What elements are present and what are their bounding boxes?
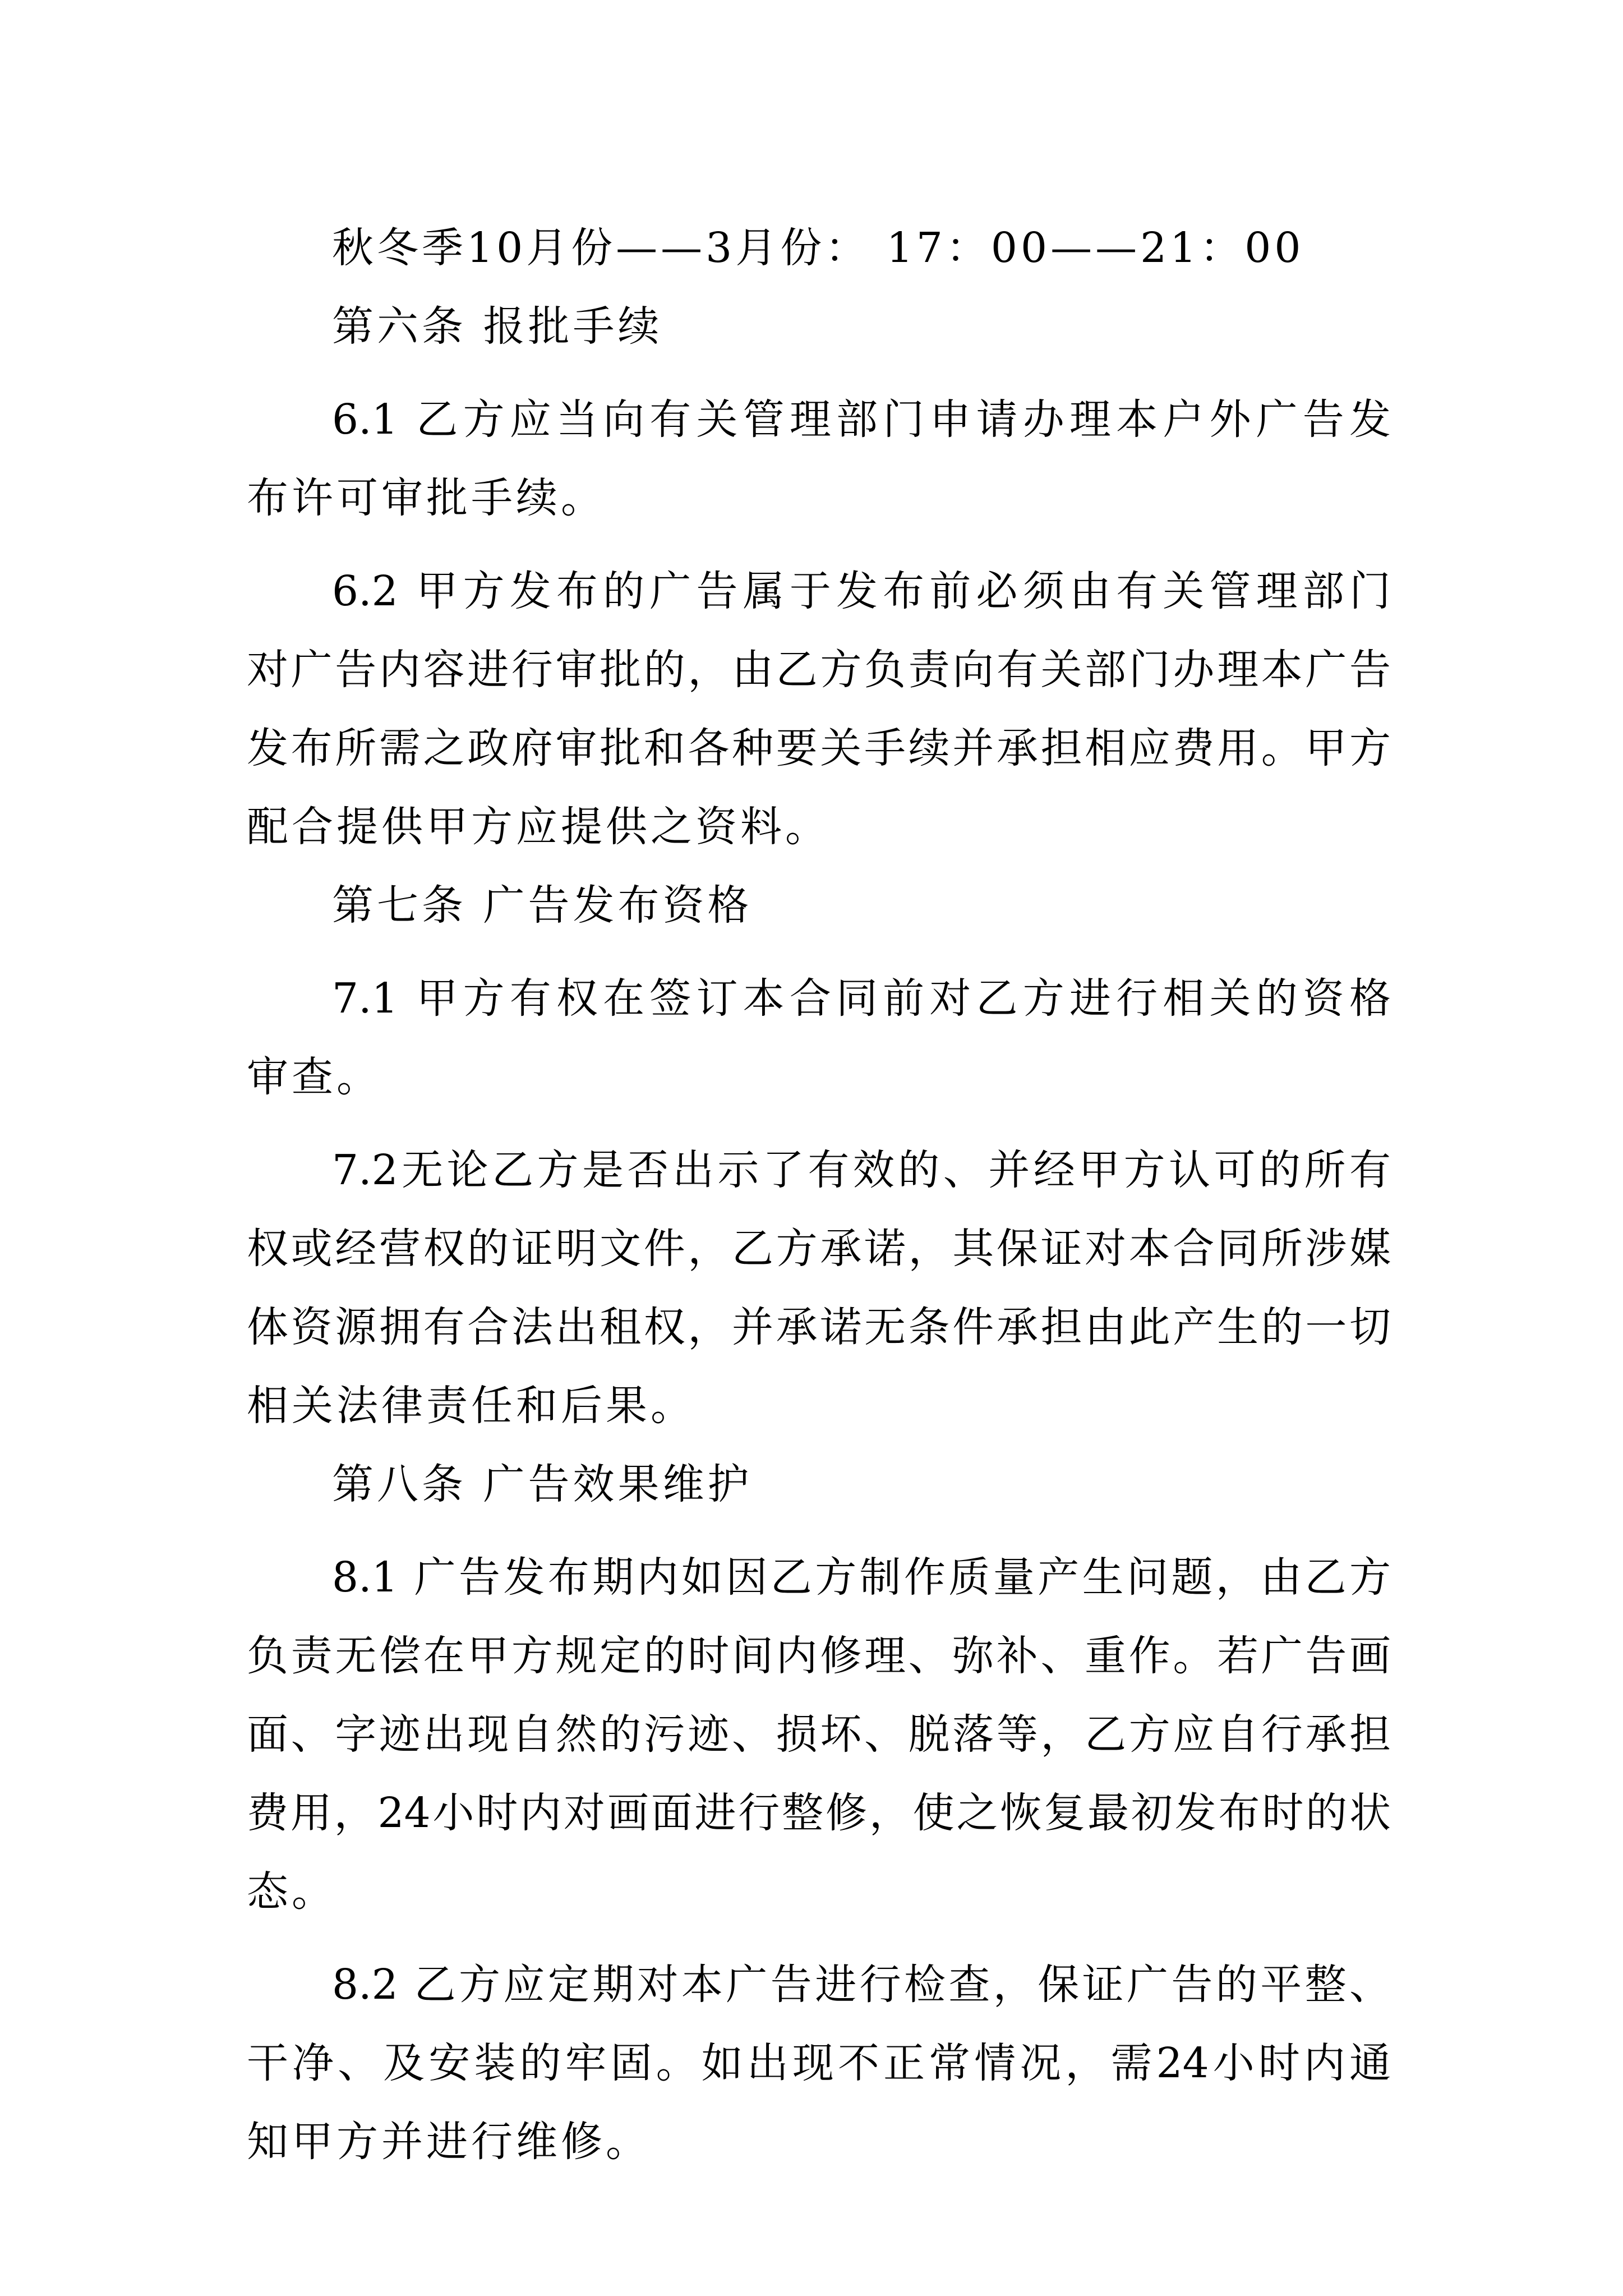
paragraph-7-2 — [247, 1131, 1391, 1445]
text-line: 费用，24小时内对画面进行整修，使之恢复最初发布时的状 — [247, 1789, 1391, 1837]
text-line: 干净、及安装的牢固。如出现不正常情况，需24小时内通 — [247, 2039, 1391, 2087]
text-line: 负责无偿在甲方规定的时间内修理、弥补、重作。若广告画 — [247, 1632, 1391, 1680]
article-6-heading — [247, 287, 1391, 366]
text-line: 8.1 广告发布期内如因乙方制作质量产生问题，由乙方 — [332, 1553, 1391, 1602]
paragraph-8-1 — [247, 1538, 1391, 1931]
text-line: 体资源拥有合法出租权，并承诺无条件承担由此产生的一切 — [247, 1303, 1391, 1351]
text-line: 第七条 广告发布资格 — [332, 881, 753, 930]
article-8-heading — [247, 1445, 1391, 1524]
text-line: 审查。 — [247, 1053, 381, 1101]
text-line: 6.2 甲方发布的广告属于发布前必须由有关管理部门 — [332, 567, 1391, 615]
text-line: 7.1 甲方有权在签订本合同前对乙方进行相关的资格 — [332, 974, 1391, 1023]
text-line: 发布所需之政府审批和各种要关手续并承担相应费用。甲方 — [247, 724, 1391, 772]
text-line: 第八条 广告效果维护 — [332, 1460, 753, 1508]
text-line: 面、字迹出现自然的污迹、损坏、脱落等，乙方应自行承担 — [247, 1710, 1391, 1759]
text-line: 第六条 报批手续 — [332, 302, 663, 351]
text-line: 7.2无论乙方是否出示了有效的、并经甲方认可的所有 — [332, 1146, 1391, 1194]
text-line: 8.2 乙方应定期对本广告进行检查，保证广告的平整、 — [332, 1961, 1391, 2009]
paragraph-6-2 — [247, 552, 1391, 866]
text-line: 态。 — [247, 1867, 336, 1916]
text-line: 配合提供甲方应提供之资料。 — [247, 803, 830, 851]
paragraph-7-1 — [247, 959, 1391, 1116]
text-line: 权或经营权的证明文件，乙方承诺，其保证对本合同所涉媒 — [247, 1225, 1391, 1273]
text-line: 相关法律责任和后果。 — [247, 1382, 695, 1430]
paragraph-6-1 — [247, 380, 1391, 537]
text-line: 布许可审批手续。 — [247, 474, 606, 522]
document-body — [247, 209, 1391, 2181]
text-line: 知甲方并进行维修。 — [247, 2118, 651, 2166]
article-7-heading — [247, 866, 1391, 945]
text-line: 对广告内容进行审批的，由乙方负责向有关部门办理本广告 — [247, 646, 1391, 694]
text-line: 6.1 乙方应当向有关管理部门申请办理本户外广告发 — [332, 395, 1391, 444]
text-line: 秋冬季10月份——3月份： 17：00——21：00 — [332, 224, 1304, 272]
paragraph-8-2 — [247, 1945, 1391, 2181]
paragraph-season-hours — [247, 209, 1391, 287]
